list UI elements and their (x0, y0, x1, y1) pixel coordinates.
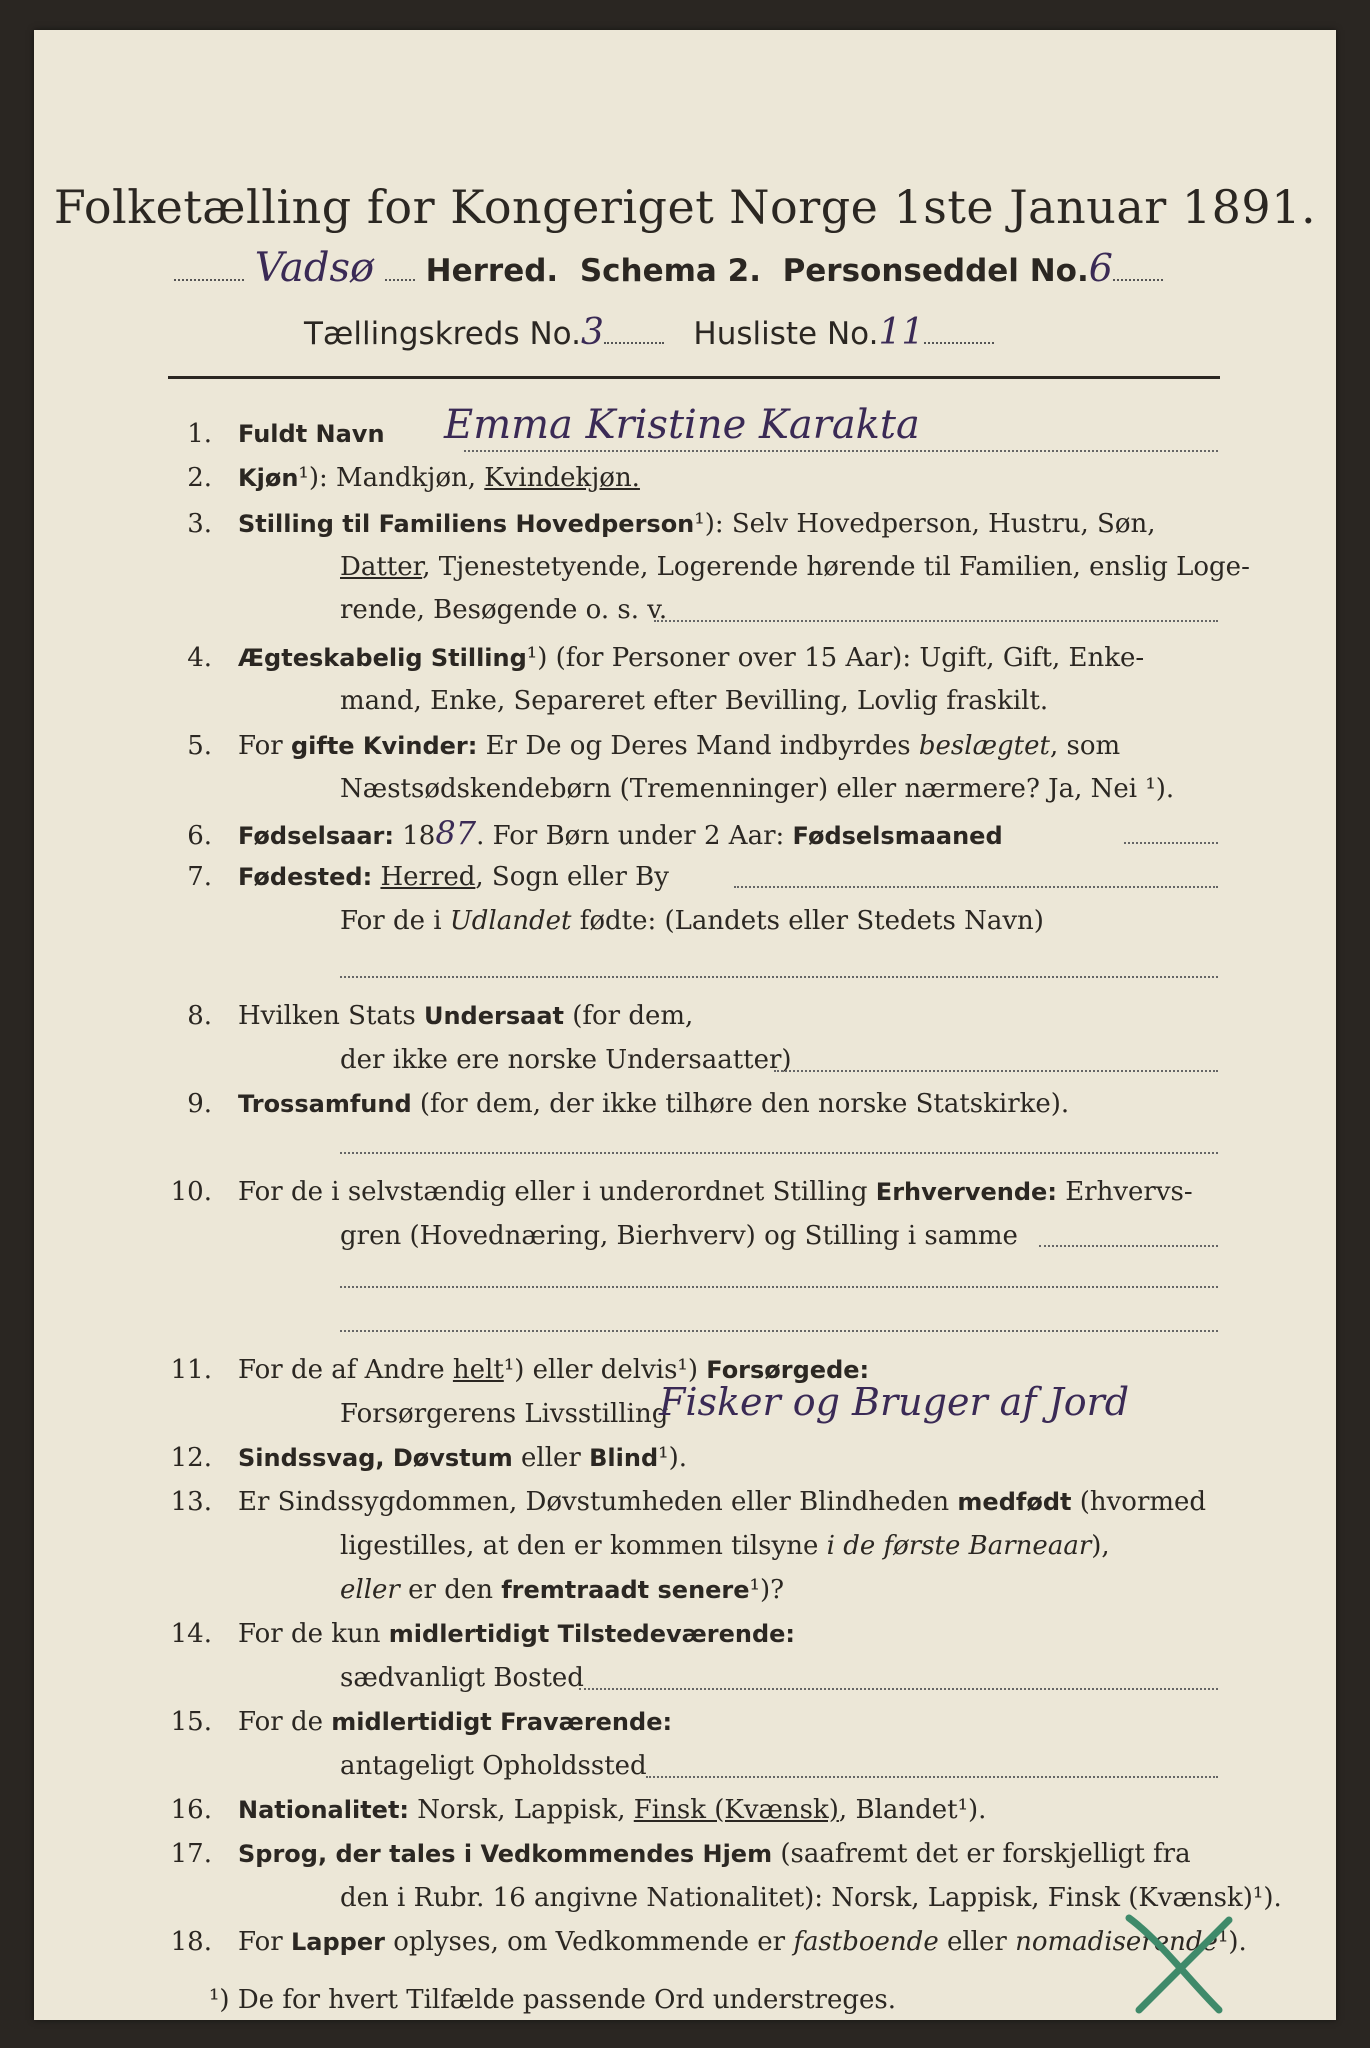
schema-label: Schema 2. (579, 253, 761, 289)
field-2-gender: 2. Kjøn¹): Mandkjøn, Kvindekjøn. (187, 463, 640, 493)
header-rule (168, 376, 1220, 379)
form-title: Folketælling for Kongeriget Norge 1ste Januar 1891. (53, 180, 1317, 234)
census-form-sheet: Folketælling for Kongeriget Norge 1ste Januar 1891. Vadsø Herred. Schema 2. Personseddel No.6 Tællingskreds No.3 Husliste No.11 1. Fuldt Navn Emma Kristine Karakta 2. Kjøn¹): Mandkjøn, Kvindekjøn. 3. Stilling til Familiens Hovedperson¹): Selv Hovedperson, Hustru, Søn, Datter, Tjenestetyende, Logerende hørende til Familien, enslig Loge- rende, Besøgende o. s. v. 4. Ægteskabelig Stilling¹) (for Personer over 15 Aar): Ugift, Gift, Enke- mand, Enke, Separeret efter Bevilling, Lovlig fraskilt. 5. For gifte Kvinder: Er De og Deres Mand indbyrdes beslægtet, som Næstsødskendebørn (Tremenninger) eller nærmere? Ja, Nei ¹). 6. Fødselsaar: 1887. For Børn under 2 Aar: Fødselsmaaned 7. Fødested: Herred, Sogn eller By For de i Udlandet fødte: (Landets eller Stedets Navn) 8. Hvilken Stats Undersaat (for dem, der ikke ere norske Undersaatter) 9. Trossamfund (for dem, der ikke tilhøre den norske Statskirke). 10. For de i selvstændig eller i underordnet Stilling Erhvervende: Erhvervs- gren (Hovednæring, Bierhverv) og Stilling i samme 11. For de af Andre helt¹) eller delvis¹) Forsørgede: Forsørgerens Livsstilling Fisker og Bruger af Jord 12. Sindssvag, Døvstum eller Blind¹). 13. Er Sindssygdommen, Døvstumheden eller Blindheden medfødt (hvormed ligestilles, at den er kommen tilsyne i de første Barneaar), eller er den fremtraadt senere¹)? 14. For de kun midlertidigt Tilstedeværende: sædvanligt Bosted 15. For de midlertidigt Fraværende: antageligt Opholdssted 16. Nationalitet: Norsk, Lappisk, Finsk (Kvænsk), Blandet¹). 17. Sprog, der tales i Vedkommendes Hjem (saafremt det er forskjelligt fra den i Rubr. 16 angivne Nationalitet): Norsk, Lappisk, Finsk (Kvænsk)¹). 18. For Lapper oplyses, om Vedkommende er fastboende eller nomadiserende¹). ¹) De for hvert Tilfælde passende Ord understreges. (34, 30, 1336, 2020)
dependent-selected: helt (452, 1355, 504, 1385)
gender-selected: Kvindekjøn. (484, 463, 640, 493)
field-3-family-position: 3. Stilling til Familiens Hovedperson¹): Selv Hovedperson, Hustru, Søn, (187, 509, 1156, 539)
field-8-citizenship: 8. Hvilken Stats Undersaat (for dem, (187, 1001, 694, 1031)
footnote: ¹) De for hvert Tilfælde passende Ord understreges. (209, 1985, 897, 2015)
field-11-dependents: 11. For de af Andre helt¹) eller delvis¹) Forsørgede: (170, 1355, 870, 1385)
personseddel-label: Personseddel No. (782, 253, 1089, 289)
nationality-selected: Finsk (Kvænsk) (633, 1795, 839, 1825)
header-line-2 (304, 312, 994, 353)
family-position-selected: Datter (340, 552, 423, 582)
field-12-disability: 12. Sindssvag, Døvstum eller Blind¹). (170, 1443, 687, 1473)
field-18-sami: 18. For Lapper oplyses, om Vedkommende er fastboende eller nomadiserende¹). (170, 1927, 1247, 1957)
field-5-married-women: 5. For gifte Kvinder: Er De og Deres Mand indbyrdes beslægtet, som (187, 731, 1121, 761)
herred-label: Herred. (425, 253, 559, 289)
husliste-value: 11 (878, 312, 925, 353)
header-line-1 (174, 245, 1163, 291)
field-17-language: 17. Sprog, der tales i Vedkommendes Hjem (saafremt det er forskjelligt fra (170, 1839, 1191, 1869)
personseddel-value: 6 (1088, 246, 1113, 290)
husliste-label: Husliste No. (693, 316, 879, 352)
field-14-temporary-present: 14. For de kun midlertidigt Tilstedeværende: (170, 1619, 796, 1649)
field-9-religion: 9. Trossamfund (for dem, der ikke tilhøre den norske Statskirke). (187, 1089, 1070, 1119)
birth-year-value: 87 (435, 814, 477, 852)
herred-value: Vadsø (254, 245, 375, 291)
provider-occupation-value: Fisker og Bruger af Jord (659, 1380, 1130, 1424)
field-13-congenital: 13. Er Sindssygdommen, Døvstumheden eller Blindheden medfødt (hvormed (170, 1487, 1207, 1517)
field-16-nationality: 16. Nationalitet: Norsk, Lappisk, Finsk (Kvænsk), Blandet¹). (170, 1795, 987, 1825)
field-4-marital-status: 4. Ægteskabelig Stilling¹) (for Personer over 15 Aar): Ugift, Gift, Enke- (187, 643, 1145, 673)
field-15-temporary-absent: 15. For de midlertidigt Fraværende: (170, 1707, 673, 1737)
field-6-birth-year: 6. Fødselsaar: 1887. For Børn under 2 Aar: Fødselsmaaned (187, 814, 1003, 852)
kreds-label: Tællingskreds No. (304, 316, 581, 352)
field-1-full-name: 1. Fuldt Navn (187, 419, 385, 449)
green-cross-mark (1119, 1910, 1239, 2020)
birthplace-selected: Herred (380, 862, 476, 892)
kreds-value: 3 (580, 312, 604, 353)
field-10-occupation: 10. For de i selvstændig eller i underordnet Stilling Erhvervende: Erhvervs- (170, 1177, 1193, 1207)
field-7-birthplace: 7. Fødested: Herred, Sogn eller By (187, 862, 669, 892)
full-name-value: Emma Kristine Karakta (444, 402, 920, 448)
